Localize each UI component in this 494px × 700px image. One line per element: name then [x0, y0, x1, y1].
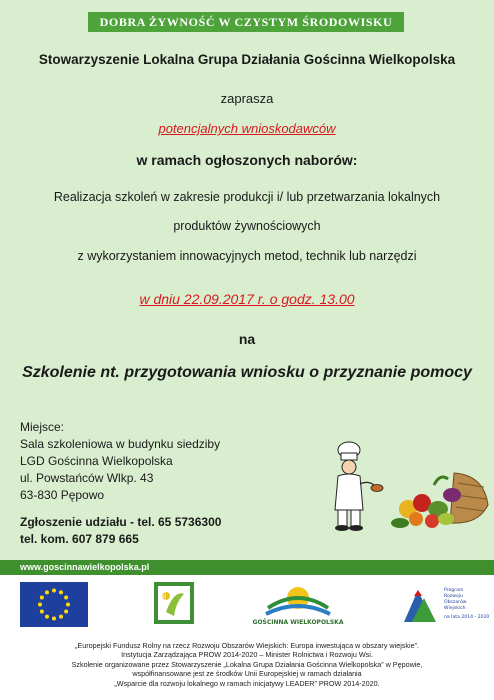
prow-logo-text: Wiejskich — [444, 606, 466, 611]
contact-block — [20, 514, 221, 548]
context-text: w ramach ogłoszonych naborów: — [136, 152, 358, 168]
prow-logo-text: Program — [444, 588, 464, 593]
venue-line: Sala szkoleniowa w budynku siedziby — [20, 437, 221, 451]
chef-illustration-icon — [325, 440, 385, 532]
venue-line: 63-830 Pępowo — [20, 488, 105, 502]
venue-block — [20, 419, 220, 504]
eu-star-icon — [40, 610, 44, 614]
eu-star-icon — [59, 615, 63, 619]
eu-star-icon — [52, 617, 56, 621]
eu-star-icon — [40, 596, 44, 600]
scope-line: z wykorzystaniem innowacyjnych metod, technik lub narzędzi — [77, 249, 417, 263]
event-date: w dniu 22.09.2017 r. o godz. 13.00 — [139, 291, 355, 307]
contact-phone: Zgłoszenie udziału - tel. 65 5736300 — [20, 515, 222, 529]
url-bar — [0, 560, 494, 575]
organization-name: Stowarzyszenie Lokalna Grupa Działania Gościnna Wielkopolska — [38, 52, 456, 67]
prow-logo-text: na lata 2014 - 2020 — [444, 615, 490, 620]
eu-flag-icon — [20, 582, 88, 627]
scope-line: Realizacja szkoleń w zakresie produkcji i/ lub przetwarzania lokalnych — [53, 190, 441, 204]
eu-star-icon — [64, 596, 68, 600]
eu-star-icon — [45, 615, 49, 619]
eu-star-icon — [38, 603, 42, 607]
lgd-logo-text: GOŚCINNA WIELKOPOLSKA — [252, 619, 344, 626]
scope-line: produktów żywnościowych — [173, 219, 321, 233]
invites-text: zaprasza — [220, 91, 274, 106]
footer-line: Szkolenie organizowane przez Stowarzyszenie „Lokalna Grupa Działania Gościnna Wielkopolska” w Pępowie, — [71, 659, 423, 669]
footer-line: „Wsparcie dla rozwoju lokalnego w ramach inicjatywy LEADER” PROW 2014-2020. — [114, 678, 380, 688]
svg-text:Program Rozwoju Ob — [444, 587, 489, 620]
leader-logo-icon — [154, 582, 194, 624]
eu-star-icon — [64, 610, 68, 614]
prow-logo-icon — [400, 582, 490, 626]
website-link[interactable]: www.goscinnawielkopolska.pl — [20, 562, 150, 572]
banner-text: DOBRA ŻYWNOŚĆ W CZYSTYM ŚRODOWISKU — [99, 14, 393, 29]
prow-logo-text: Obszarów — [444, 600, 467, 605]
leader-logo-text: LEADER — [162, 590, 168, 610]
top-banner — [88, 12, 404, 32]
venue-line: ul. Powstańców Wlkp. 43 — [20, 471, 154, 485]
footer-line: Instytucja Zarządzająca PROW 2014-2020 – Minister Rolnictwa i Rozwoju Wsi. — [121, 650, 373, 660]
footer-line: współfinansowane jest ze środków Unii Europejskiej w ramach działania — [132, 669, 362, 679]
venue-line: LGD Gościnna Wielkopolska — [20, 454, 173, 468]
vegetable-basket-icon — [388, 465, 490, 533]
eu-star-icon — [66, 603, 70, 607]
on-text: na — [238, 331, 256, 347]
eu-star-icon — [45, 590, 49, 594]
footer-line: „Europejski Fundusz Rolny na rzecz Rozwoju Obszarów Wiejskich: Europa inwestująca w obszary wiejskie”. — [75, 641, 419, 650]
lgd-logo-icon — [252, 582, 344, 626]
venue-label: Miejsce: — [20, 420, 65, 434]
footer-text — [0, 641, 494, 688]
eu-star-icon — [52, 589, 56, 593]
training-title: Szkolenie nt. przygotowania wniosku o przyznanie pomocy — [22, 364, 472, 381]
prow-logo-text: Rozwoju — [444, 594, 463, 599]
audience-text: potencjalnych wnioskodawców — [158, 121, 336, 136]
contact-mobile: tel. kom. 607 879 665 — [20, 532, 139, 546]
eu-star-icon — [59, 590, 63, 594]
